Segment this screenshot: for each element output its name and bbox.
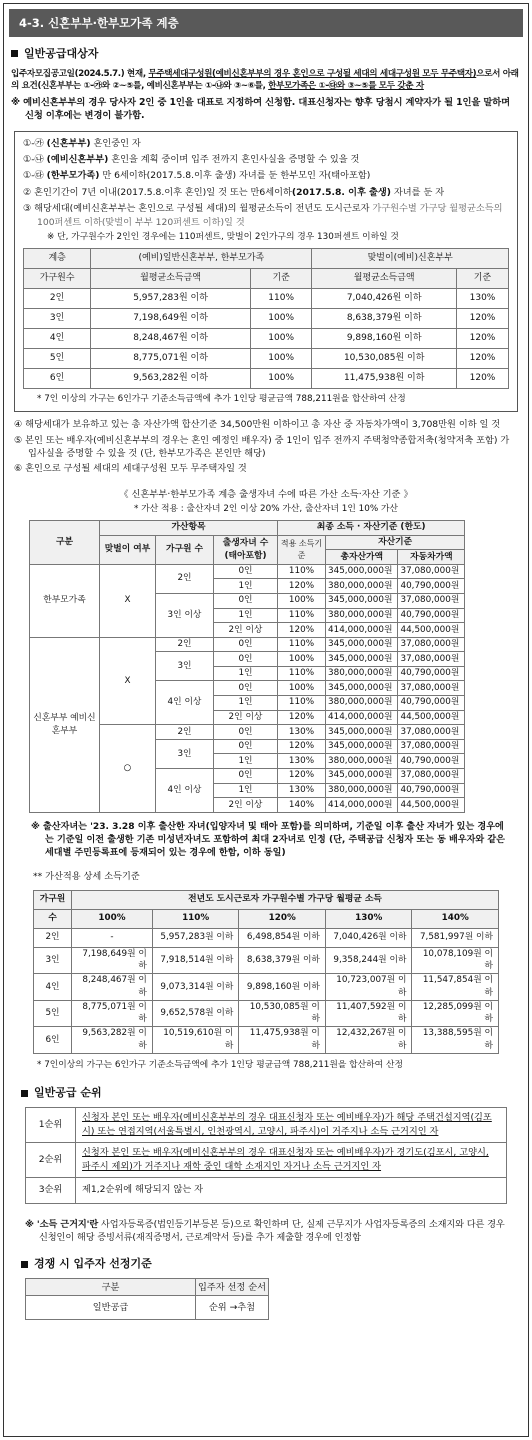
table-row: 3순위 제1,2순위에 해당되지 않는 자 xyxy=(26,1177,507,1203)
document-page xyxy=(3,3,529,1437)
square-bullet-icon xyxy=(21,1090,28,1097)
table-row: 6인 9,563,282원 이하 10,519,610원 이하 11,475,938원 이하 12,432,267원 이하 13,388,595원 이하 xyxy=(34,1027,499,1054)
requirements-list-continued xyxy=(14,418,518,475)
table-row: 1인 110% 380,000,000원 40,790,000원 xyxy=(30,696,465,711)
req-item-1b: ①-㉯ (예비신혼부부) 혼인을 계획 중이며 입주 전까지 혼인사실을 증명할 수 있을 것 xyxy=(23,154,360,166)
req-item-6: ⑥ 혼인으로 구성될 세대의 세대구성원 모두 무주택자일 것 xyxy=(14,463,247,475)
table-row: 4인 8,248,467원 이하 9,073,314원 이하 9,898,160원 이하 10,723,007원 이하 11,547,854원 이하 xyxy=(34,974,499,1001)
table-row: 4인 이상 0인 100% 345,000,000원 37,080,000원 xyxy=(30,681,465,696)
table-row: 1인 120% 380,000,000원 40,790,000원 xyxy=(30,579,465,594)
table-row: 신혼부부 예비신혼부부 X 2인 0인 110% 345,000,000원 37,080,000원 xyxy=(30,637,465,652)
table-row: 3인 0인 120% 345,000,000원 37,080,000원 xyxy=(30,739,465,754)
table-row: 2인 5,957,283원 이하 110% 7,040,426원 이하 130% xyxy=(24,288,509,308)
requirements-box xyxy=(14,131,518,413)
req-item-1c: ①-㉰ (한부모가족) 만 6세이하(2017.5.8.이후 출생) 자녀를 둔 한부모인 자(태아포함) xyxy=(23,170,371,182)
table-row: ○ 2인 0인 130% 345,000,000원 37,080,000원 xyxy=(30,725,465,740)
table-row: 2인 - 5,957,283원 이하 6,498,854원 이하 7,040,426원 이하 7,581,997원 이하 xyxy=(34,928,499,947)
req-item-1a: ①-㉮ (신혼부부) 혼인중인 자 xyxy=(23,137,141,149)
income-base-note: ※ '소득 근거지'란 사업자등록증(법인등기부등본 등)으로 확인하며 단, 실제 근무지가 사업자등록증의 소재지와 다른 경우 신청인이 해당 증빙서류(재직증명서, 근로계약서 등)를 추가 제출할 경우에 인정함 xyxy=(25,1218,505,1243)
table-row: 2인 이상 120% 414,000,000원 44,500,000원 xyxy=(30,623,465,638)
table-row: 2인 이상 120% 414,000,000원 44,500,000원 xyxy=(30,710,465,725)
bonus-subcaption: * 가산 적용 : 출산자녀 2인 이상 20% 가산, 출산자녀 1인 10% 가산 xyxy=(134,504,398,515)
table-row: 4인 8,248,467원 이하 100% 9,898,160원 이하 120% xyxy=(24,328,509,348)
heading-rank: 일반공급 순위 xyxy=(21,1085,521,1101)
table-row: 1인 110% 380,000,000원 40,790,000원 xyxy=(30,666,465,681)
req-item-4: ④ 해당세대가 보유하고 있는 총 자산가액 합산기준 34,500만원 이하이고 총 자산 중 자동차가액이 3,708만원 이하 일 것 xyxy=(14,419,501,431)
representative-note: ※ 예비신혼부부의 경우 당사자 2인 중 1인을 대표로 지정하여 신청함. 대표신청자는 향후 당첨시 계약자가 될 1인을 말하며 신청 이후에는 변경이 불가함. xyxy=(11,96,511,122)
table-row: 4인 이상 0인 120% 345,000,000원 37,080,000원 xyxy=(30,769,465,784)
detail-heading: ** 가산적용 상세 소득기준 xyxy=(33,871,140,883)
table-row: 3인 이상 0인 100% 345,000,000원 37,080,000원 xyxy=(30,593,465,608)
section-title: 4-3. 신혼부부·한부모가족 계층 xyxy=(9,9,523,37)
square-bullet-icon xyxy=(11,50,18,57)
income-footnote: * 7인 이상의 가구는 6인가구 기준소득금액에 추가 1인당 평균금액 788,211원을 합산하여 산정 xyxy=(37,393,406,404)
table-row: 1인 110% 380,000,000원 40,790,000원 xyxy=(30,608,465,623)
table-row: 1인 130% 380,000,000원 40,790,000원 xyxy=(30,754,465,769)
table-row: 5인 8,775,071원 이하 100% 10,530,085원 이하 120% xyxy=(24,348,509,368)
intro-paragraph: 입주자모집공고일(2024.5.7.) 현재, 무주택세대구성원(예비신혼부부의 경우 혼인으로 구성될 세대의 세대구성원 모두 무주택자)으로서 아래의 요건(신혼부부는 ①-㉮와 ②~⑤를, 예비신혼부부는 ①-㉯와 ③~⑥를, 한부모가족은 ①-㉰와 ③~⑤를 모두 갖춘 자 xyxy=(11,68,519,92)
detail-footnote: * 7인이상의 가구는 6인가구 기준소득금액에 추가 1인당 평균금액 788,211원을 합산하여 산정 xyxy=(37,1059,403,1070)
req-item-2: ② 혼인기간이 7년 이내(2017.5.8.이후 혼인)일 것 또는 만6세이하(2017.5.8. 이후 출생) 자녀를 둔 자 xyxy=(23,186,445,198)
table-row: 한부모가족 X 2인 0인 110% 345,000,000원 37,080,000원 xyxy=(30,564,465,579)
bonus-caption: 《 신혼부부·한부모가족 계층 출생자녀 수에 따른 가산 소득·자산 기준 》 xyxy=(119,488,413,500)
table-row: 1인 130% 380,000,000원 40,790,000원 xyxy=(30,783,465,798)
income-table: 계층 (예비)일반신혼부부, 한부모가족 맞벌이(예비)신혼부부 가구원수 월평균소득금액 기준 월평균소득금액 기준 2인 5,957,283원 이하 110% 7,040,426원 이하 130% 3인 7,198,649원 이하 100% 8,638,379원 이하 120% 4인 8,248,467원 이하 100% 9,898,160원 이하 120% 5인 8,775,071원 이하 100% 10,530,085원 이하 120% 6인 9,563,282원 이하 100% 11,475,938원 이하 120% xyxy=(23,248,509,389)
table-row: 3인 0인 100% 345,000,000원 37,080,000원 xyxy=(30,652,465,667)
req-item-3-note: ※ 단, 가구원수가 2인인 경우에는 110퍼센트, 맞벌이 2인가구의 경우 130퍼센트 이하일 것 xyxy=(47,231,399,242)
square-bullet-icon xyxy=(21,1261,28,1268)
child-count-note: ※ 출산자녀는 '23. 3.28 이후 출산한 자녀(입양자녀 및 태아 포함)를 의미하며, 기준일 이후 출산 자녀가 있는 경우에는 기준일 이전 출생한 기존 미성년자녀도 포함하여 최대 2자녀로 인정 (단, 주택공급 신청자 또는 동 배우자와 같은 세대별 주민등록표에 등재되어 있는 경우에 한함, 이하 동일) xyxy=(31,821,505,859)
req-item-5: ⑤ 본인 또는 배우자(예비신혼부부의 경우는 혼인 예정인 배우자) 중 1인이 입주 전까지 주택청약종합저축(청약저축 포함) 가입사실을 증명할 수 있을 것 (단, 한부모가족은 본인만 해당) xyxy=(14,434,510,460)
table-row: 2인 이상 140% 414,000,000원 44,500,000원 xyxy=(30,798,465,813)
req-item-3: ③ 해당세대(예비신혼부부는 혼인으로 구성될 세대)의 월평균소득이 전년도 도시근로자 가구원수별 가구당 월평균소득의 100퍼센트 이하(맞벌이 부부 120퍼센트 이하)일 것 xyxy=(23,203,503,228)
detail-income-table: 가구원 전년도 도시근로자 가구원수별 가구당 월평균 소득 수 100% 110% 120% 130% 140% 2인 - 5,957,283원 이하 6,498,854원 이하 7,040,426원 이하 7,581,997원 이하 3인 7,198,649원 이하 7,918,514원 이하 8,638,379원 이하 9,358,244원 이하 10,078,109원 이하 4인 8,248,467원 이하 9,073,314원 이하 9,898,160원 이하 10,723,007원 이하 11,547,854원 이하 5인 8,775,071원 이하 9,652,578원 이하 10,530,085원 이하 11,407,592원 이하 12,285,099원 이하 6인 9,563,282원 이하 10,519,610원 이하 11,475,938원 이하 12,432,267원 이하 13,388,595원 이하 xyxy=(33,890,499,1054)
selection-table: 구분 입주자 선정 순서 일반공급 순위 →추첨 xyxy=(25,1278,269,1320)
table-row: 6인 9,563,282원 이하 100% 11,475,938원 이하 120% xyxy=(24,368,509,388)
table-row: 3인 7,198,649원 이하 7,918,514원 이하 8,638,379원 이하 9,358,244원 이하 10,078,109원 이하 xyxy=(34,947,499,974)
heading-eligibility: 일반공급대상자 xyxy=(11,46,521,62)
rank-table xyxy=(25,1107,507,1203)
table-row: 2순위 신청자 본인 또는 배우자(예비신혼부부의 경우 대표신청자 또는 예비배우자)가 경기도(김포시, 고양시, 파주시 제외)가 거주지나 재학 중인 대학 소재지인 자거나 소득 근거지인 자 xyxy=(26,1142,507,1177)
table-row: 5인 8,775,071원 이하 9,652,578원 이하 10,530,085원 이하 11,407,592원 이하 12,285,099원 이하 xyxy=(34,1000,499,1027)
heading-selection: 경쟁 시 입주자 선정기준 xyxy=(21,1256,521,1272)
table-row: 3인 7,198,649원 이하 100% 8,638,379원 이하 120% xyxy=(24,308,509,328)
bonus-table: 구분 가산항목 최종 소득 · 자산기준 (한도) 맞벌이 여부 가구원 수 출생자녀 수 (태아포함) 적용 소득기준 자산기준 총자산가액 자동차가액 한부모가족 X 2인 0인 110% 345,000,000원 37,080,000원 1인 120% 380,000,000원 40,790,000원 3인 이상 0인 100% 345,000,000원 37,080,000원 1인 110% 380,000,000원 40,790,000원 2인 이상 120% 414,000,000원 44,500,000원 신혼부부 예비신혼부부 X 2인 0인 110% 345,000,000원 37,080,000원 3인 0인 100% 345,000,000원 37,080,000원 1인 110% 380,000,000원 40,790,000원 4인 이상 0인 100% 345,000,000원 37,080,000원 1인 110% 380,000,000원 40,790,000원 2인 이상 120% 414,000,000원 44,500,000원 ○ 2인 0인 130% 345,000,000원 37,080,000원 3인 0인 120% 345,000,000원 37,080,000원 1인 130% 380,000,000원 40,790,000원 4인 이상 0인 120% 345,000,000원 37,080,000원 1인 130% 380,000,000원 40,790,000원 2인 이상 140% 414,000,000원 44,500,000원 xyxy=(29,520,465,813)
table-row: 1순위 신청자 본인 또는 배우자(예비신혼부부의 경우 대표신청자 또는 예비배우자)가 해당 주택건설지역(김포시) 또는 연접지역(서울특별시, 인천광역시, 고양시, 파주시)이 거주지나 소득 근거지인 자 xyxy=(26,1108,507,1143)
